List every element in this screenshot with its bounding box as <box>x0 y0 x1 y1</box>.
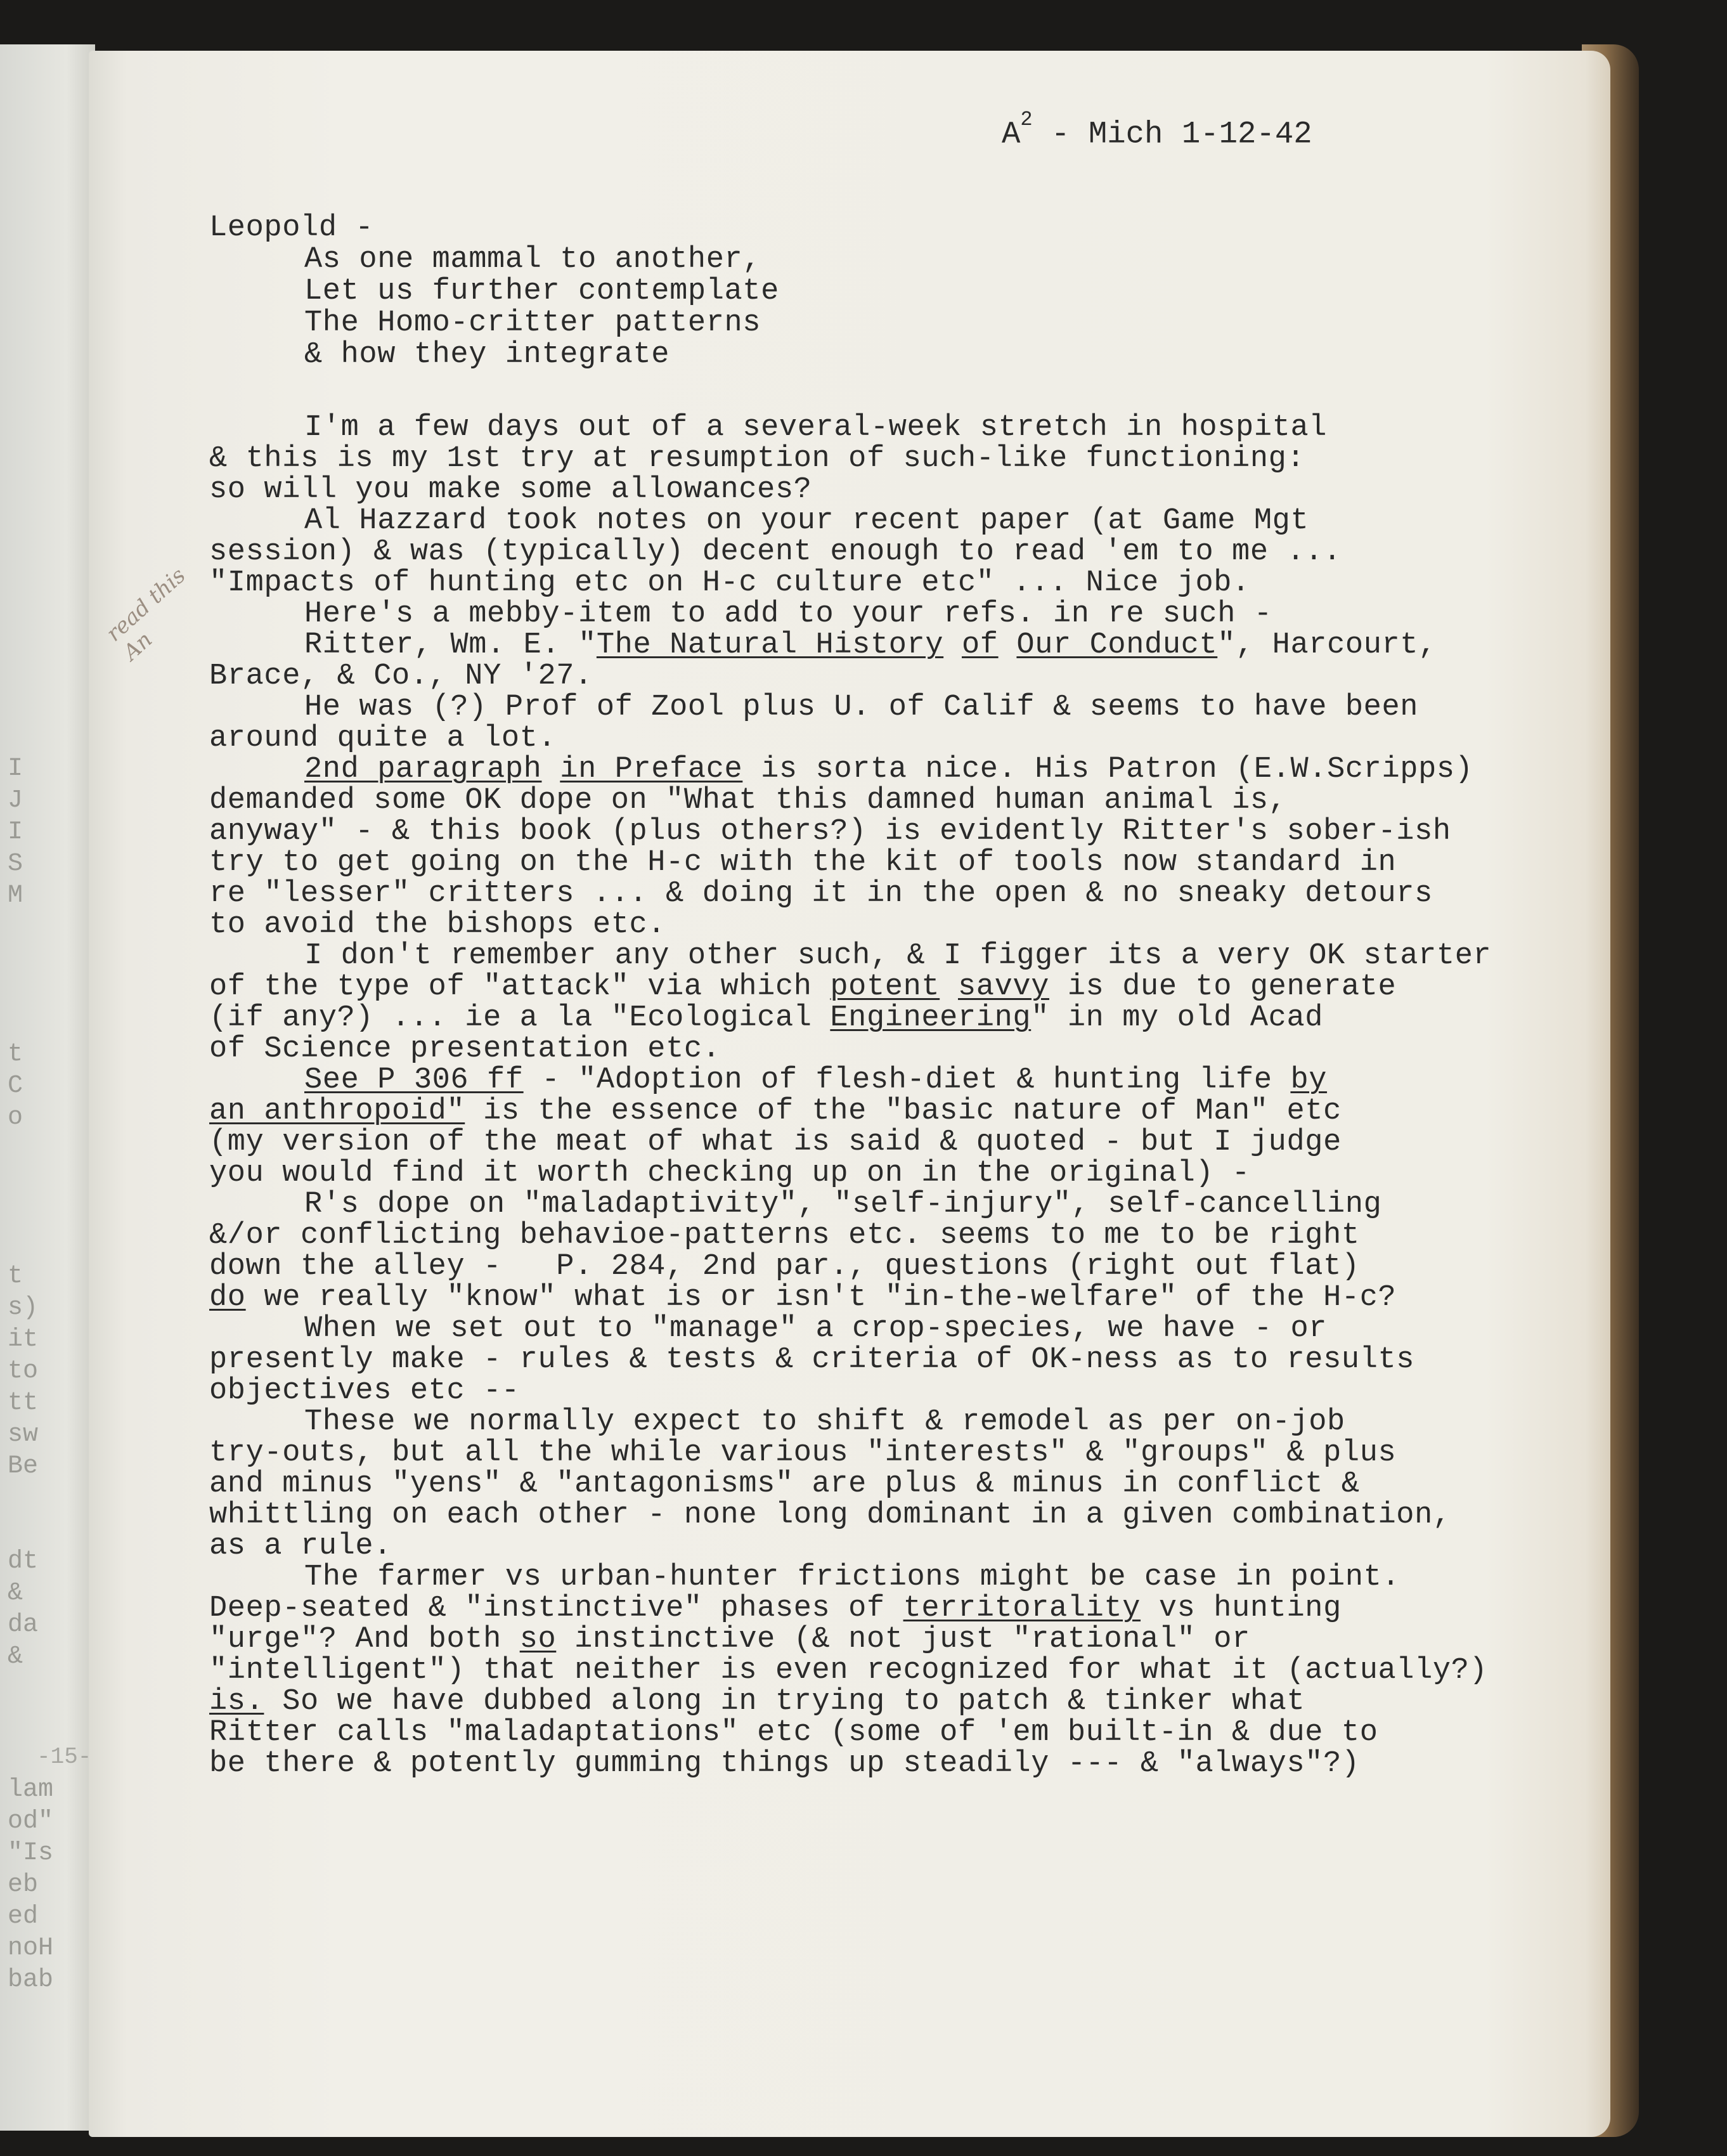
adjacent-page-fragment: it <box>8 1325 39 1354</box>
adjacent-page-fragment: I <box>8 818 23 847</box>
adjacent-page-fragment: noH <box>8 1934 54 1963</box>
adjacent-page-fragment: o <box>8 1103 23 1132</box>
letter-line: Ritter calls "maladaptations" etc (some of 'em built-in & due to <box>209 1716 1378 1750</box>
adjacent-page-fragment: "Is <box>8 1839 54 1867</box>
adjacent-page-fragment: od" <box>8 1807 54 1836</box>
letter-line: Brace, & Co., NY '27. <box>209 659 593 693</box>
letter-line: & this is my 1st try at resumption of such-like functioning: <box>209 442 1305 476</box>
underlined-phrase: do <box>209 1281 246 1315</box>
adjacent-page-fragment: I <box>8 755 23 783</box>
underlined-phrase: The Natural History <box>596 628 944 662</box>
adjacent-page-fragment: da <box>8 1611 39 1639</box>
letter-line: down the alley - P. 284, 2nd par., questions (right out flat) <box>209 1250 1360 1283</box>
letter-line: These we normally expect to shift & remodel as per on-job <box>304 1405 1345 1439</box>
verse-line: & how they integrate <box>304 338 670 372</box>
letter-line: 2nd paragraph in Preface is sorta nice. His Patron (E.W.Scripps) <box>304 753 1473 786</box>
letter-line: so will you make some allowances? <box>209 473 812 507</box>
letter-line: The farmer vs urban-hunter frictions might be case in point. <box>304 1561 1400 1594</box>
letter-line: of Science presentation etc. <box>209 1032 721 1066</box>
handwritten-margin-note: read this An <box>101 562 191 666</box>
verse-line: The Homo-critter patterns <box>304 306 761 340</box>
underlined-phrase: Engineering <box>830 1001 1032 1035</box>
salutation: Leopold - <box>209 211 374 245</box>
underlined-phrase: savvy <box>958 970 1050 1004</box>
letter-line: is. So we have dubbed along in trying to patch & tinker what <box>209 1685 1305 1718</box>
adjacent-page-fragment: C <box>8 1072 23 1100</box>
letter-line: I don't remember any other such, & I figger its a very OK starter <box>304 939 1492 973</box>
adjacent-page-fragment: sw <box>8 1420 39 1449</box>
letter-line: do we really "know" what is or isn't "in-the-welfare" of the H-c? <box>209 1281 1397 1315</box>
letter-line: Here's a mebby-item to add to your refs. in re such - <box>304 597 1272 631</box>
reference-prefix: A <box>1002 116 1021 152</box>
letter-line: objectives etc -- <box>209 1374 520 1408</box>
letter-line: "urge"? And both so instinctive (& not just "rational" or <box>209 1623 1250 1656</box>
letter-line: Ritter, Wm. E. "The Natural History of Our Conduct", Harcourt, <box>304 628 1437 662</box>
letter-line: be there & potently gumming things up steadily --- & "always"?) <box>209 1747 1360 1781</box>
letter-line: When we set out to "manage" a crop-species, we have - or <box>304 1312 1328 1346</box>
adjacent-page-fragment: & <box>8 1642 23 1671</box>
adjacent-page-fragment: S <box>8 850 23 878</box>
adjacent-page-fragment: lam <box>8 1776 54 1804</box>
underlined-phrase: by <box>1290 1063 1328 1097</box>
letter-line: try to get going on the H-c with the kit of tools now standard in <box>209 846 1397 880</box>
letter-line: Al Hazzard took notes on your recent paper (at Game Mgt <box>304 504 1309 538</box>
letter-line: as a rule. <box>209 1529 392 1563</box>
underlined-phrase: so <box>519 1623 557 1656</box>
letter-line: and minus "yens" & "antagonisms" are plus & minus in conflict & <box>209 1467 1360 1501</box>
page-reference <box>1002 108 1312 152</box>
letter-line: an anthropoid" is the essence of the "basic nature of Man" etc <box>209 1094 1342 1128</box>
letter-line: around quite a lot. <box>209 722 557 755</box>
verse-line: As one mammal to another, <box>304 243 761 276</box>
reference-superscript: 2 <box>1020 108 1033 131</box>
letter-line: I'm a few days out of a several-week stretch in hospital <box>304 411 1328 445</box>
underlined-phrase: potent <box>830 970 940 1004</box>
adjacent-page-fragment: M <box>8 881 23 910</box>
underlined-phrase: Our Conduct <box>1016 628 1218 662</box>
verse-line: Let us further contemplate <box>304 275 779 308</box>
letter-line: anyway" - & this book (plus others?) is evidently Ritter's sober-ish <box>209 815 1451 848</box>
adjacent-page-fragment: dt <box>8 1547 39 1576</box>
adjacent-page-fragment: to <box>8 1357 39 1386</box>
letter-line: &/or conflicting behavioe-patterns etc. seems to me to be right <box>209 1219 1360 1252</box>
underlined-phrase: is. <box>209 1685 264 1718</box>
letter-line: presently make - rules & tests & criteria of OK-ness as to results <box>209 1343 1415 1377</box>
adjacent-page-fragment: s) <box>8 1294 39 1322</box>
underlined-phrase: of <box>961 628 999 662</box>
letter-line: whittling on each other - none long dominant in a given combination, <box>209 1498 1451 1532</box>
adjacent-page-fragment: bab <box>8 1966 54 1994</box>
letter-line: try-outs, but all the while various "interests" & "groups" & plus <box>209 1436 1397 1470</box>
letter-line: session) & was (typically) decent enough to read 'em to me ... <box>209 535 1342 569</box>
letter-line: See P 306 ff - "Adoption of flesh-diet & hunting life by <box>304 1063 1328 1097</box>
underlined-phrase: territorality <box>903 1592 1141 1625</box>
underlined-phrase: 2nd paragraph <box>304 753 542 786</box>
adjacent-page-fragment: t <box>8 1262 23 1290</box>
adjacent-page-fragment: ed <box>8 1902 39 1931</box>
reference-date: - Mich 1-12-42 <box>1032 116 1312 152</box>
letter-line: you would find it worth checking up on in the original) - <box>209 1157 1250 1190</box>
letter-page <box>89 51 1610 2137</box>
letter-line: (if any?) ... ie a la "Ecological Engineering" in my old Acad <box>209 1001 1324 1035</box>
letter-line: of the type of "attack" via which potent savvy is due to generate <box>209 970 1397 1004</box>
letter-line: "intelligent") that neither is even recognized for what it (actually?) <box>209 1654 1488 1687</box>
underlined-phrase: in Preface <box>560 753 743 786</box>
adjacent-page-fragment: tt <box>8 1389 39 1417</box>
adjacent-page-fragment: & <box>8 1579 23 1607</box>
adjacent-page-fragment: t <box>8 1040 23 1068</box>
letter-line: re "lesser" critters ... & doing it in the open & no sneaky detours <box>209 877 1433 911</box>
underlined-phrase: an anthropoid" <box>209 1094 465 1128</box>
adjacent-page-number: -15- <box>37 1744 92 1770</box>
underlined-phrase: See P 306 ff <box>304 1063 524 1097</box>
adjacent-page-fragment: Be <box>8 1452 39 1481</box>
adjacent-page-fragment: J <box>8 786 23 815</box>
letter-line: R's dope on "maladaptivity", "self-injury", self-cancelling <box>304 1188 1382 1221</box>
letter-line: demanded some OK dope on "What this damned human animal is, <box>209 784 1287 817</box>
letter-line: He was (?) Prof of Zool plus U. of Calif & seems to have been <box>304 691 1419 724</box>
letter-line: Deep-seated & "instinctive" phases of territorality vs hunting <box>209 1592 1342 1625</box>
letter-line: "Impacts of hunting etc on H-c culture etc" ... Nice job. <box>209 566 1250 600</box>
adjacent-page-fragment: eb <box>8 1871 39 1899</box>
letter-line: (my version of the meat of what is said & quoted - but I judge <box>209 1126 1342 1159</box>
letter-line: to avoid the bishops etc. <box>209 908 666 942</box>
